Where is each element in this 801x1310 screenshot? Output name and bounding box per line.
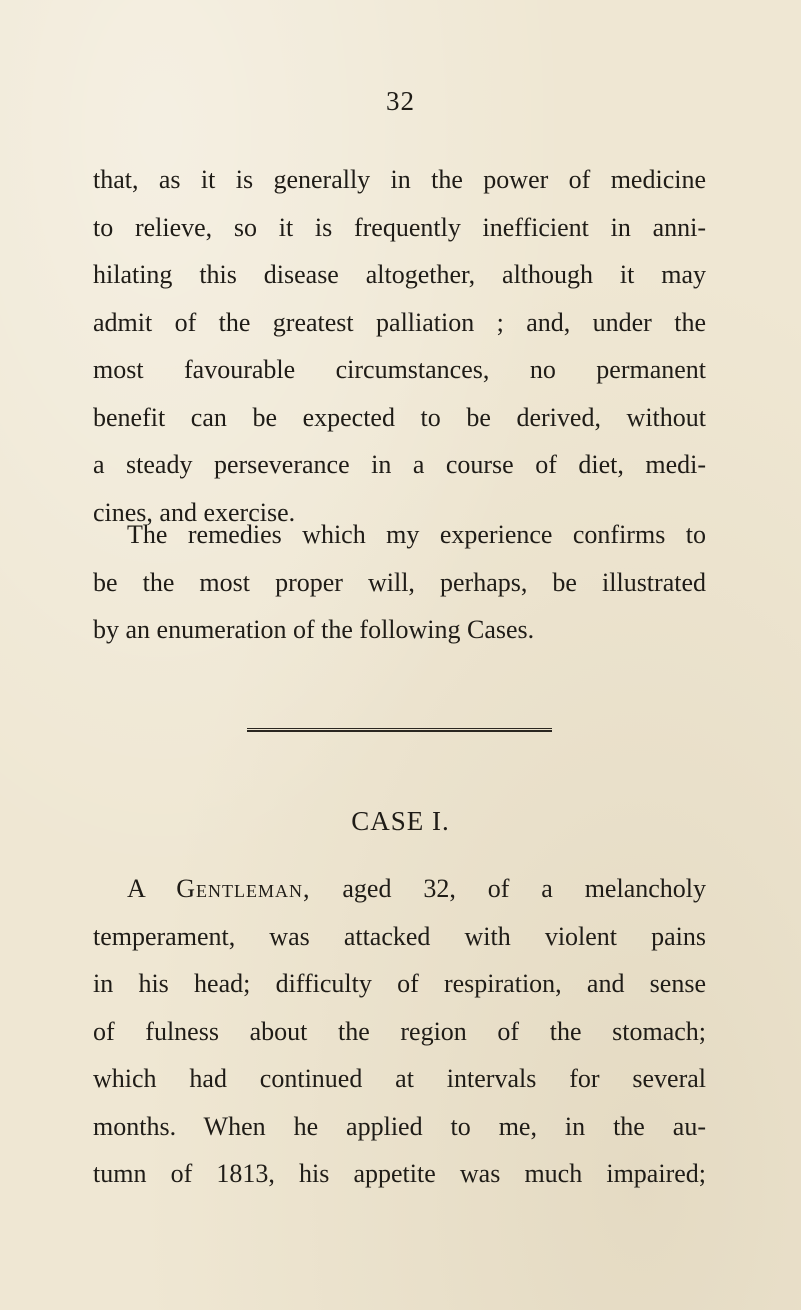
text-line: to relieve, so it is frequently inefficient in anni- [93,212,706,242]
text-line-first [93,865,706,913]
text-line: of fulness about the region of the stomach; [93,1016,706,1046]
paragraph-2 [93,511,706,654]
smallcaps-word: Gentleman, [176,874,311,903]
text-line: temperament, was attacked with violent pains [93,921,706,951]
divider-thick-line [247,730,552,732]
text-line: be the most proper will, perhaps, be illustrated [93,567,706,597]
text-line: cines, and exercise. [93,497,296,527]
text-line: most favourable circumstances, no permanent [93,355,706,384]
section-divider-rule [247,728,552,732]
text-line: admit of the greatest palliation ; and, under the [93,307,706,337]
text-line: months. When he applied to me, in the au- [93,1111,706,1141]
text-line: which had continued at intervals for several [93,1064,706,1093]
text-line: tumn of 1813, his appetite was much impaired; [93,1159,706,1188]
text-line: a steady perseverance in a course of diet, medi- [93,450,706,479]
text-line: benefit can be expected to be derived, without [93,402,706,432]
paragraph-3 [93,865,706,1198]
text-line: The remedies which my experience confirms to [127,520,706,549]
text-line: by an enumeration of the following Cases. [93,615,535,644]
case-heading: CASE I. [351,806,450,836]
initial-letter: A [127,874,145,903]
paragraph-1 [93,156,706,536]
first-line-rest: aged 32, of a melancholy [342,874,707,903]
page-number: 32 [386,86,415,116]
divider-thin-line [247,728,552,729]
text-line: that, as it is generally in the power of medicine [93,165,706,194]
text-line: in his head; difficulty of respiration, and sense [93,969,706,998]
text-line: hilating this disease altogether, although it may [93,260,706,289]
